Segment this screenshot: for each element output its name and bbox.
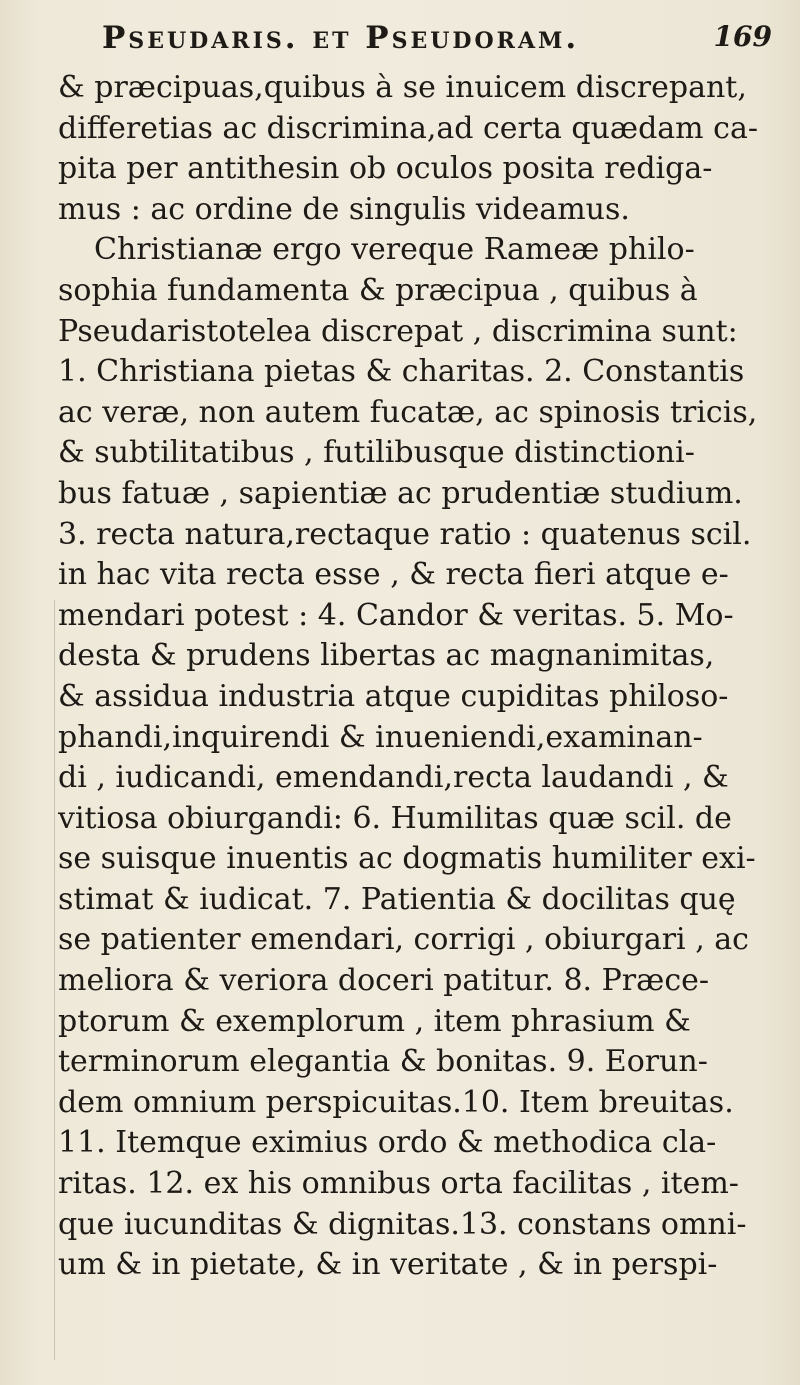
- text-line: ritas. 12. ex his omnibus orta facilitas , item-: [58, 1166, 739, 1202]
- text-line: in hac vita recta esse , & recta fieri atque e-: [58, 557, 729, 593]
- text-line: 1. Christiana pietas & charitas. 2. Constantis: [58, 354, 745, 390]
- page-number: 169: [713, 20, 772, 53]
- text-line: vitiosa obiurgandi: 6. Humilitas quæ scil. de: [58, 800, 732, 836]
- text-line: ptorum & exemplorum , item phrasium &: [58, 1003, 691, 1039]
- text-line: mus : ac ordine de singulis videamus.: [58, 191, 630, 227]
- page-header: [64, 20, 784, 68]
- text-line: & præcipuas,quibus à se inuicem discrepant,: [58, 70, 747, 105]
- text-line: Christianæ ergo vereque Rameæ philo-: [94, 232, 695, 268]
- text-line: se suisque inuentis ac dogmatis humiliter exi-: [58, 841, 756, 877]
- text-line: mendari potest : 4. Candor & veritas. 5. Mo-: [58, 597, 734, 633]
- text-line: & subtilitatibus , futilibusque distinctioni-: [58, 435, 695, 471]
- text-line: bus fatuæ , sapientiæ ac prudentiæ studium.: [58, 475, 743, 511]
- text-line: desta & prudens libertas ac magnanimitas,: [58, 638, 715, 674]
- text-line: di , iudicandi, emendandi,recta laudandi , &: [58, 760, 729, 796]
- text-line: que iucunditas & dignitas.13. constans omni-: [58, 1206, 747, 1242]
- text-line: se patienter emendari, corrigi , obiurgari , ac: [58, 922, 749, 958]
- text-line: 3. recta natura,rectaque ratio : quatenus scil.: [58, 516, 752, 552]
- text-line: sophia fundamenta & præcipua , quibus à: [58, 272, 698, 308]
- text-line: differetias ac discrimina,ad certa quædam ca-: [58, 110, 758, 146]
- text-line: Pseudaristotelea discrepat , discrimina sunt:: [58, 313, 738, 349]
- text-line: stimat & iudicat. 7. Patientia & docilitas quę: [58, 881, 736, 917]
- body-text: [58, 68, 788, 1286]
- text-line: ac veræ, non autem fucatæ, ac spinosis tricis,: [58, 394, 758, 430]
- text-line: phandi,inquirendi & inueniendi,examinan-: [58, 719, 703, 755]
- running-head: Pseudaris. et Pseudoram.: [102, 20, 580, 56]
- text-line: 11. Itemque eximius ordo & methodica cla-: [58, 1125, 717, 1161]
- text-line: um & in pietate, & in veritate , & in perspi-: [58, 1247, 718, 1283]
- text-line: dem omnium perspicuitas.10. Item breuitas.: [58, 1084, 734, 1120]
- text-line: pita per antithesin ob oculos posita rediga-: [58, 151, 713, 187]
- gutter-shadow: [54, 600, 55, 1360]
- text-line: meliora & veriora doceri patitur. 8. Præce-: [58, 963, 710, 999]
- text-line: terminorum elegantia & bonitas. 9. Eorun-: [58, 1044, 708, 1080]
- text-line: & assidua industria atque cupiditas philoso-: [58, 678, 729, 714]
